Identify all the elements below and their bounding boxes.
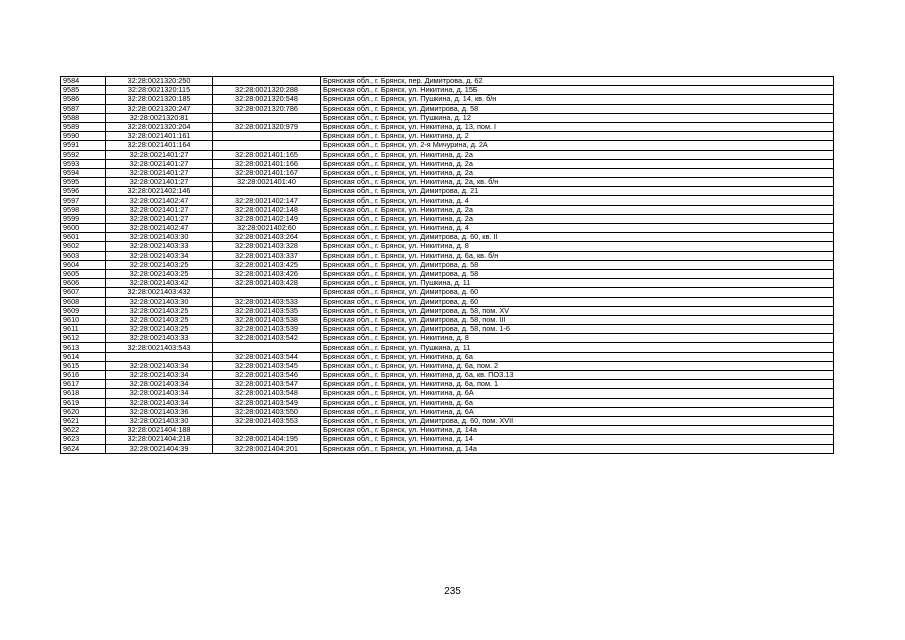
address-cell: Брянская обл., г. Брянск, ул. Димитрова, д. 58 [321,260,834,269]
address-cell: Брянская обл., г. Брянск, ул. Никитина, д. 6А [321,389,834,398]
row-number-cell: 9619 [61,398,106,407]
table-row [61,361,834,370]
related-cadastral-number-cell [213,77,321,86]
row-number-cell: 9603 [61,251,106,260]
row-number-cell: 9612 [61,334,106,343]
table-row [61,398,834,407]
table-row [61,150,834,159]
row-number-cell: 9586 [61,95,106,104]
table-row [61,315,834,324]
cadastral-table [60,76,834,454]
table-row [61,122,834,131]
row-number-cell: 9594 [61,168,106,177]
row-number-cell: 9614 [61,352,106,361]
row-number-cell: 9604 [61,260,106,269]
cadastral-number-cell: 32:28:0021403:30 [106,297,213,306]
related-cadastral-number-cell: 32:28:0021403:425 [213,260,321,269]
cadastral-number-cell: 32:28:0021320:81 [106,113,213,122]
row-number-cell: 9613 [61,343,106,352]
table-row [61,444,834,453]
row-number-cell: 9595 [61,178,106,187]
row-number-cell: 9600 [61,224,106,233]
table-row [61,95,834,104]
cadastral-number-cell: 32:28:0021320:247 [106,104,213,113]
cadastral-number-cell: 32:28:0021401:27 [106,214,213,223]
row-number-cell: 9596 [61,187,106,196]
address-cell: Брянская обл., г. Брянск, ул. Димитрова, д. 60, кв. II [321,233,834,242]
row-number-cell: 9601 [61,233,106,242]
related-cadastral-number-cell: 32:28:0021403:546 [213,371,321,380]
related-cadastral-number-cell: 32:28:0021403:264 [213,233,321,242]
address-cell: Брянская обл., г. Брянск, ул. Никитина, д. 2а [321,159,834,168]
related-cadastral-number-cell: 32:28:0021320:979 [213,122,321,131]
address-cell: Брянская обл., г. Брянск, ул. Никитина, д. 2а, кв. б/н [321,178,834,187]
table-row [61,380,834,389]
table-row [61,297,834,306]
cadastral-number-cell: 32:28:0021320:115 [106,86,213,95]
table-row [61,325,834,334]
row-number-cell: 9605 [61,269,106,278]
table-row [61,141,834,150]
related-cadastral-number-cell: 32:28:0021320:786 [213,104,321,113]
address-cell: Брянская обл., г. Брянск, ул. Никитина, д. 2а [321,205,834,214]
table-row [61,224,834,233]
table-row [61,251,834,260]
related-cadastral-number-cell: 32:28:0021401:40 [213,178,321,187]
related-cadastral-number-cell: 32:28:0021403:328 [213,242,321,251]
row-number-cell: 9590 [61,132,106,141]
cadastral-number-cell: 32:28:0021403:34 [106,389,213,398]
related-cadastral-number-cell: 32:28:0021403:547 [213,380,321,389]
address-cell: Брянская обл., г. Брянск, ул. Никитина, д. 2а [321,150,834,159]
row-number-cell: 9606 [61,279,106,288]
cadastral-number-cell: 32:28:0021403:25 [106,325,213,334]
row-number-cell: 9609 [61,306,106,315]
cadastral-number-cell: 32:28:0021320:185 [106,95,213,104]
related-cadastral-number-cell: 32:28:0021320:288 [213,86,321,95]
related-cadastral-number-cell: 32:28:0021403:544 [213,352,321,361]
table-row [61,178,834,187]
row-number-cell: 9598 [61,205,106,214]
row-number-cell: 9593 [61,159,106,168]
cadastral-number-cell: 32:28:0021404:218 [106,435,213,444]
related-cadastral-number-cell: 32:28:0021320:548 [213,95,321,104]
address-cell: Брянская обл., г. Брянск, ул. Никитина, д. 14а [321,444,834,453]
row-number-cell: 9623 [61,435,106,444]
table-row [61,233,834,242]
address-cell: Брянская обл., г. Брянск, пер. Димитрова, д. 62 [321,77,834,86]
row-number-cell: 9597 [61,196,106,205]
table-row [61,426,834,435]
table-row [61,343,834,352]
table-row [61,435,834,444]
cadastral-number-cell: 32:28:0021401:27 [106,159,213,168]
address-cell: Брянская обл., г. Брянск, ул. Димитрова, д. 58, пом. III [321,315,834,324]
related-cadastral-number-cell: 32:28:0021402:149 [213,214,321,223]
related-cadastral-number-cell: 32:28:0021401:167 [213,168,321,177]
cadastral-number-cell: 32:28:0021402:146 [106,187,213,196]
table-row [61,242,834,251]
row-number-cell: 9588 [61,113,106,122]
table-row [61,113,834,122]
related-cadastral-number-cell: 32:28:0021402:148 [213,205,321,214]
table-row [61,334,834,343]
address-cell: Брянская обл., г. Брянск, ул. Пушкина, д. 14, кв. б/н [321,95,834,104]
related-cadastral-number-cell [213,132,321,141]
address-cell: Брянская обл., г. Брянск, ул. Димитрова, д. 60 [321,297,834,306]
related-cadastral-number-cell: 32:28:0021404:195 [213,435,321,444]
table-row [61,86,834,95]
address-cell: Брянская обл., г. Брянск, ул. Никитина, д. 6а, кв. ПОЗ.13 [321,371,834,380]
related-cadastral-number-cell [213,426,321,435]
row-number-cell: 9589 [61,122,106,131]
address-cell: Брянская обл., г. Брянск, ул. Никитина, д. 6а, кв. б/н [321,251,834,260]
address-cell: Брянская обл., г. Брянск, ул. Димитрова, д. 58, пом. 1-6 [321,325,834,334]
table-row [61,371,834,380]
row-number-cell: 9599 [61,214,106,223]
table-row [61,352,834,361]
address-cell: Брянская обл., г. Брянск, ул. Никитина, д. 8 [321,334,834,343]
cadastral-number-cell: 32:28:0021403:33 [106,242,213,251]
cadastral-number-cell: 32:28:0021403:34 [106,398,213,407]
address-cell: Брянская обл., г. Брянск, ул. Димитрова, д. 58 [321,269,834,278]
cadastral-number-cell: 32:28:0021403:33 [106,334,213,343]
related-cadastral-number-cell: 32:28:0021401:165 [213,150,321,159]
related-cadastral-number-cell: 32:28:0021402:60 [213,224,321,233]
address-cell: Брянская обл., г. Брянск, ул. Димитрова, д. 60 [321,288,834,297]
address-cell: Брянская обл., г. Брянск, ул. Димитрова, д. 21 [321,187,834,196]
table-row [61,288,834,297]
row-number-cell: 9620 [61,407,106,416]
related-cadastral-number-cell: 32:28:0021403:538 [213,315,321,324]
cadastral-number-cell: 32:28:0021403:34 [106,380,213,389]
row-number-cell: 9617 [61,380,106,389]
cadastral-number-cell: 32:28:0021401:27 [106,178,213,187]
cadastral-number-cell: 32:28:0021403:25 [106,269,213,278]
table-row [61,214,834,223]
cadastral-number-cell: 32:28:0021403:543 [106,343,213,352]
address-cell: Брянская обл., г. Брянск, ул. Никитина, д. 2а [321,168,834,177]
cadastral-number-cell: 32:28:0021403:25 [106,315,213,324]
page-number: 235 [444,586,461,597]
cadastral-number-cell: 32:28:0021403:30 [106,233,213,242]
table-row [61,389,834,398]
row-number-cell: 9611 [61,325,106,334]
row-number-cell: 9618 [61,389,106,398]
address-cell: Брянская обл., г. Брянск, ул. Никитина, д. 6а, пом. 2 [321,361,834,370]
related-cadastral-number-cell: 32:28:0021403:426 [213,269,321,278]
cadastral-number-cell: 32:28:0021403:34 [106,371,213,380]
cadastral-number-cell: 32:28:0021320:250 [106,77,213,86]
table-row [61,132,834,141]
cadastral-number-cell: 32:28:0021402:47 [106,224,213,233]
row-number-cell: 9587 [61,104,106,113]
address-cell: Брянская обл., г. Брянск, ул. Димитрова, д. 58 [321,104,834,113]
row-number-cell: 9624 [61,444,106,453]
table-row [61,104,834,113]
cadastral-number-cell: 32:28:0021403:25 [106,306,213,315]
address-cell: Брянская обл., г. Брянск, ул. Никитина, д. 6а [321,398,834,407]
related-cadastral-number-cell: 32:28:0021403:337 [213,251,321,260]
cadastral-number-cell: 32:28:0021401:27 [106,205,213,214]
row-number-cell: 9591 [61,141,106,150]
cadastral-number-cell: 32:28:0021403:42 [106,279,213,288]
table-row [61,260,834,269]
related-cadastral-number-cell [213,343,321,352]
related-cadastral-number-cell: 32:28:0021401:166 [213,159,321,168]
related-cadastral-number-cell: 32:28:0021403:553 [213,416,321,425]
table-row [61,407,834,416]
cadastral-number-cell: 32:28:0021403:25 [106,260,213,269]
row-number-cell: 9607 [61,288,106,297]
address-cell: Брянская обл., г. Брянск, ул. 2-я Мичурина, д. 2А [321,141,834,150]
address-cell: Брянская обл., г. Брянск, ул. Никитина, д. 2 [321,132,834,141]
cadastral-number-cell: 32:28:0021404:188 [106,426,213,435]
address-cell: Брянская обл., г. Брянск, ул. Никитина, д. 6А [321,407,834,416]
table-row [61,306,834,315]
row-number-cell: 9608 [61,297,106,306]
address-cell: Брянская обл., г. Брянск, ул. Никитина, д. 2а [321,214,834,223]
cadastral-number-cell: 32:28:0021403:432 [106,288,213,297]
row-number-cell: 9610 [61,315,106,324]
related-cadastral-number-cell: 32:28:0021403:428 [213,279,321,288]
row-number-cell: 9592 [61,150,106,159]
address-cell: Брянская обл., г. Брянск, ул. Никитина, д. 13, пом. I [321,122,834,131]
row-number-cell: 9622 [61,426,106,435]
related-cadastral-number-cell: 32:28:0021403:545 [213,361,321,370]
address-cell: Брянская обл., г. Брянск, ул. Никитина, д. 4 [321,196,834,205]
address-cell: Брянская обл., г. Брянск, ул. Никитина, д. 6а [321,352,834,361]
cadastral-number-cell: 32:28:0021404:39 [106,444,213,453]
related-cadastral-number-cell: 32:28:0021403:549 [213,398,321,407]
cadastral-number-cell: 32:28:0021401:161 [106,132,213,141]
cadastral-number-cell: 32:28:0021401:27 [106,168,213,177]
address-cell: Брянская обл., г. Брянск, ул. Пушкина, д. 11 [321,343,834,352]
related-cadastral-number-cell: 32:28:0021403:550 [213,407,321,416]
table-row [61,416,834,425]
address-cell: Брянская обл., г. Брянск, ул. Никитина, д. 15Б [321,86,834,95]
cadastral-number-cell [106,352,213,361]
cadastral-number-cell: 32:28:0021401:164 [106,141,213,150]
related-cadastral-number-cell [213,187,321,196]
row-number-cell: 9602 [61,242,106,251]
address-cell: Брянская обл., г. Брянск, ул. Димитрова, д. 58, пом. XV [321,306,834,315]
table-row [61,205,834,214]
related-cadastral-number-cell: 32:28:0021403:539 [213,325,321,334]
related-cadastral-number-cell [213,141,321,150]
related-cadastral-number-cell: 32:28:0021404:201 [213,444,321,453]
table-row [61,269,834,278]
row-number-cell: 9584 [61,77,106,86]
related-cadastral-number-cell: 32:28:0021402:147 [213,196,321,205]
address-cell: Брянская обл., г. Брянск, ул. Пушкина, д. 11 [321,279,834,288]
cadastral-number-cell: 32:28:0021403:34 [106,251,213,260]
table-row [61,279,834,288]
related-cadastral-number-cell: 32:28:0021403:548 [213,389,321,398]
address-cell: Брянская обл., г. Брянск, ул. Никитина, д. 8 [321,242,834,251]
cadastral-number-cell: 32:28:0021403:34 [106,361,213,370]
cadastral-number-cell: 32:28:0021403:30 [106,416,213,425]
row-number-cell: 9621 [61,416,106,425]
cadastral-number-cell: 32:28:0021401:27 [106,150,213,159]
address-cell: Брянская обл., г. Брянск, ул. Димитрова, д. 60, пом. XVII [321,416,834,425]
related-cadastral-number-cell: 32:28:0021403:533 [213,297,321,306]
related-cadastral-number-cell [213,113,321,122]
row-number-cell: 9585 [61,86,106,95]
related-cadastral-number-cell: 32:28:0021403:542 [213,334,321,343]
address-cell: Брянская обл., г. Брянск, ул. Никитина, д. 4 [321,224,834,233]
address-cell: Брянская обл., г. Брянск, ул. Никитина, д. 14а [321,426,834,435]
cadastral-number-cell: 32:28:0021403:36 [106,407,213,416]
table-row [61,77,834,86]
table-row [61,187,834,196]
table-row [61,196,834,205]
cadastral-number-cell: 32:28:0021320:204 [106,122,213,131]
address-cell: Брянская обл., г. Брянск, ул. Никитина, д. 14 [321,435,834,444]
table-row [61,168,834,177]
table-row [61,159,834,168]
row-number-cell: 9615 [61,361,106,370]
related-cadastral-number-cell [213,288,321,297]
related-cadastral-number-cell: 32:28:0021403:535 [213,306,321,315]
row-number-cell: 9616 [61,371,106,380]
cadastral-number-cell: 32:28:0021402:47 [106,196,213,205]
address-cell: Брянская обл., г. Брянск, ул. Никитина, д. 6а, пом. 1 [321,380,834,389]
address-cell: Брянская обл., г. Брянск, ул. Пушкина, д. 12 [321,113,834,122]
